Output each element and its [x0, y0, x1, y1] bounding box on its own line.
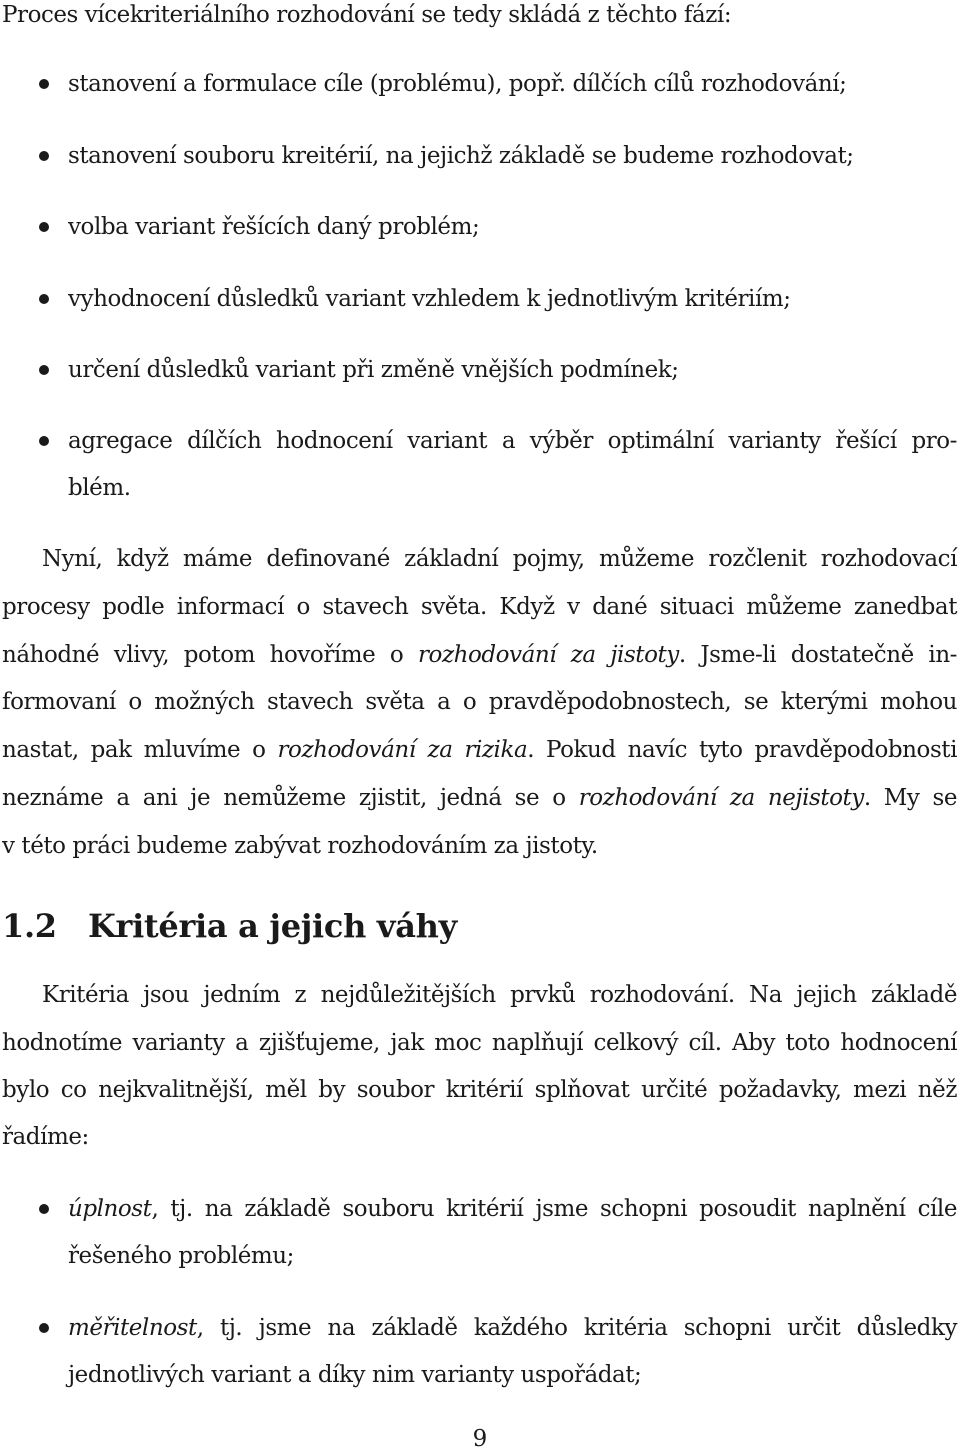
text-span: . Pokud navíc tyto pravděpodobnosti: [527, 737, 957, 763]
term-uncertainty: rozhodování za nejistoty: [578, 785, 864, 811]
bullet-icon: [39, 436, 49, 446]
list-item-continuation: řešeného problému;: [68, 1243, 294, 1269]
text-span: neznáme a ani je nemůžeme zjistit, jedná se o: [2, 785, 579, 811]
bullet-icon: [39, 79, 49, 89]
paragraph-line: [2, 735, 957, 765]
bullet-icon: [39, 365, 49, 375]
bullet-icon: [39, 1323, 49, 1333]
paragraph-line: procesy podle informací o stavech světa. Když v dané situaci můžeme zanedbat: [2, 594, 957, 620]
term-risk: rozhodování za rizika: [277, 737, 528, 763]
text-span: . Jsme-li dostatečně in-: [678, 642, 958, 668]
paragraph-line: bylo co nejkvalitnější, měl by soubor kritérií splňovat určité požadavky, mezi něž: [2, 1077, 957, 1103]
intro-text: Proces vícekriteriálního rozhodování se tedy skládá z těchto fází:: [2, 2, 732, 28]
list-item: agregace dílčích hodnocení variant a výběr optimální varianty řešící pro-: [68, 428, 957, 454]
paragraph-line: [2, 783, 957, 813]
bullet-icon: [39, 294, 49, 304]
paragraph-line: Kritéria jsou jedním z nejdůležitějších prvků rozhodování. Na jejich základě: [42, 982, 957, 1008]
term-completeness: úplnost: [68, 1196, 152, 1222]
list-item: [68, 1313, 957, 1343]
section-heading: [2, 906, 457, 946]
list-item: [68, 1194, 957, 1224]
text-span: náhodné vlivy, potom hovoříme o: [2, 642, 418, 668]
list-item: stanovení a formulace cíle (problému), popř. dílčích cílů rozhodování;: [68, 71, 847, 97]
list-item: stanovení souboru kreitérií, na jejichž základě se budeme rozhodovat;: [68, 143, 854, 169]
text-span: , tj. na základě souboru kritérií jsme schopni posoudit naplnění cíle: [151, 1196, 957, 1222]
section-number: 1.2: [2, 907, 57, 945]
page-number: 9: [472, 1426, 488, 1452]
bullet-icon: [39, 222, 49, 232]
list-item: volba variant řešících daný problém;: [68, 214, 480, 240]
bullet-icon: [39, 1204, 49, 1214]
paragraph-line: v této práci budeme zabývat rozhodováním za jistoty.: [2, 833, 598, 859]
text-span: . My se: [863, 785, 957, 811]
paragraph-line: řadíme:: [2, 1124, 89, 1150]
text-span: , tj. jsme na základě každého kritéria schopni určit důsledky: [196, 1315, 957, 1341]
bullet-icon: [39, 151, 49, 161]
paragraph-line: hodnotíme varianty a zjišťujeme, jak moc naplňují celkový cíl. Aby toto hodnocení: [2, 1030, 957, 1056]
list-item-continuation: jednotlivých variant a díky nim varianty uspořádat;: [68, 1362, 642, 1388]
term-measurability: měřitelnost: [68, 1315, 197, 1341]
list-item: určení důsledků variant při změně vnějších podmínek;: [68, 357, 679, 383]
paragraph-line: formovaní o možných stavech světa a o pravděpodobnostech, se kterými mohou: [2, 689, 957, 715]
paragraph-line: [2, 640, 957, 670]
list-item-continuation: blém.: [68, 475, 131, 501]
term-certainty: rozhodování za jistoty: [418, 642, 679, 668]
text-span: nastat, pak mluvíme o: [2, 737, 278, 763]
section-title: Kritéria a jejich váhy: [88, 907, 457, 945]
list-item: vyhodnocení důsledků variant vzhledem k jednotlivým kritériím;: [68, 286, 791, 312]
paragraph-line: Nyní, když máme definované základní pojmy, můžeme rozčlenit rozhodovací: [42, 546, 957, 572]
